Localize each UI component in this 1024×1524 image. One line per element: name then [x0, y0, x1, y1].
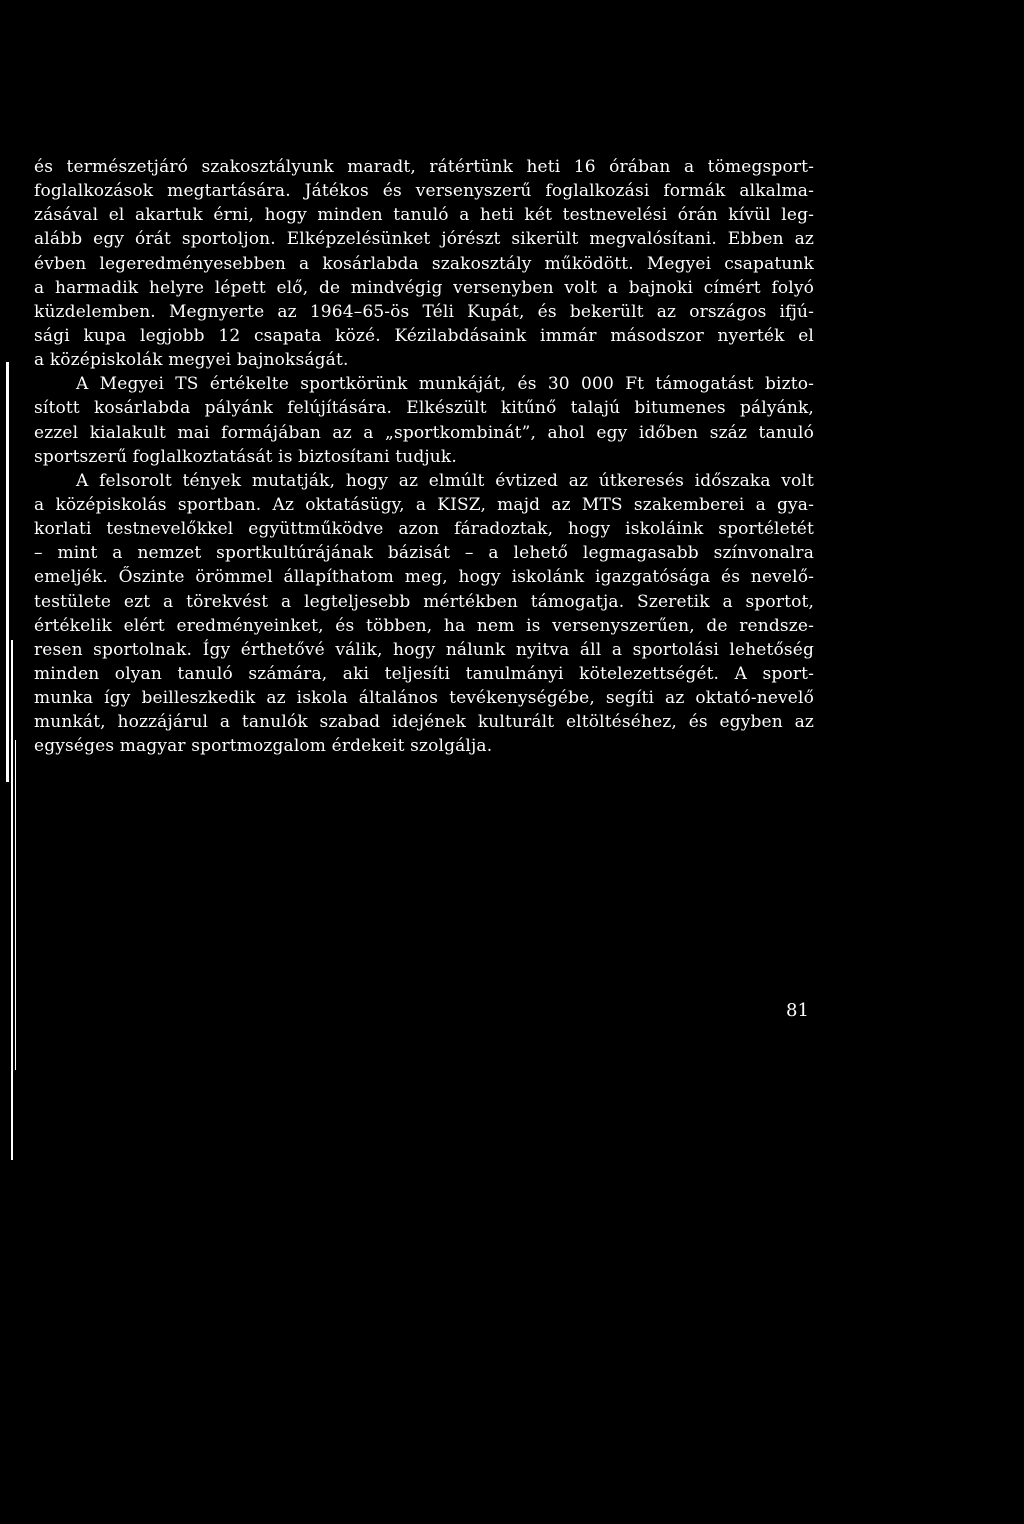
text-line: – mint a nemzet sportkultúrájának bázisát – a lehető legmagasabb színvonalra — [34, 543, 814, 564]
text-line: évben legeredményesebben a kosárlabda szakosztály működött. Megyei csapatunk — [34, 253, 814, 274]
text-line: a középiskolás sportban. Az oktatásügy, a KISZ, majd az MTS szakemberei a gya- — [34, 494, 814, 515]
text-line: sági kupa legjobb 12 csapata közé. Kézilabdásaink immár másodszor nyerték el — [34, 325, 814, 346]
text-line: sított kosárlabda pályánk felújítására. Elkészült kitűnő talajú bitumenes pályánk, — [34, 398, 814, 419]
text-line: minden olyan tanuló számára, aki teljesíti tanulmányi kötelezettségét. A sport- — [34, 663, 814, 684]
binding-edge-mark — [6, 362, 9, 782]
text-line: ezzel kialakult mai formájában az a „sportkombinát”, ahol egy időben száz tanuló — [34, 422, 814, 443]
text-line: munkát, hozzájárul a tanulók szabad idejének kulturált eltöltéséhez, és egyben az — [34, 712, 814, 733]
text-line: a harmadik helyre lépett elő, de mindvégig versenyben volt a bajnoki címért folyó — [34, 277, 814, 298]
binding-edge-mark — [15, 740, 16, 1070]
binding-edge-mark — [11, 640, 13, 1160]
text-line: és természetjáró szakosztályunk maradt, rátértünk heti 16 órában a tömegsport- — [34, 157, 814, 177]
body-text — [34, 155, 814, 759]
text-line: küzdelemben. Megnyerte az 1964–65-ös Téli Kupát, és bekerült az országos ifjú- — [34, 301, 814, 322]
text-line: egységes magyar sportmozgalom érdekeit szolgálja. — [34, 736, 493, 757]
text-line: A Megyei TS értékelte sportkörünk munkáját, és 30 000 Ft támogatást bizto- — [76, 374, 814, 395]
page-number: 81 — [786, 1000, 809, 1021]
text-line: a középiskolák megyei bajnokságát. — [34, 350, 349, 371]
text-line: munka így beilleszkedik az iskola általános tevékenységébe, segíti az oktató-nevelő — [34, 688, 814, 709]
text-line: értékelik elért eredményeinket, és többen, ha nem is versenyszerűen, de rendsze- — [34, 615, 814, 636]
text-line: korlati testnevelőkkel együttműködve azon fáradoztak, hogy iskoláink sportéletét — [34, 519, 814, 540]
text-line: sportszerű foglalkoztatását is biztosítani tudjuk. — [34, 446, 457, 467]
text-line: foglalkozások megtartására. Játékos és versenyszerű foglalkozási formák alkalma- — [34, 181, 814, 202]
text-line: testülete ezt a törekvést a legteljesebb mértékben támogatja. Szeretik a sportot, — [34, 591, 814, 612]
text-line: zásával el akartuk érni, hogy minden tanuló a heti két testnevelési órán kívül leg- — [34, 205, 814, 226]
text-line: resen sportolnak. Így érthetővé válik, hogy nálunk nyitva áll a sportolási lehetőség — [34, 639, 814, 660]
text-line: emeljék. Őszinte örömmel állapíthatom meg, hogy iskolánk igazgatósága és nevelő- — [34, 567, 814, 588]
text-line: A felsorolt tények mutatják, hogy az elmúlt évtized az útkeresés időszaka volt — [76, 470, 814, 491]
text-line: alább egy órát sportoljon. Elképzelésünket jórészt sikerült megvalósítani. Ebben az — [34, 229, 814, 250]
